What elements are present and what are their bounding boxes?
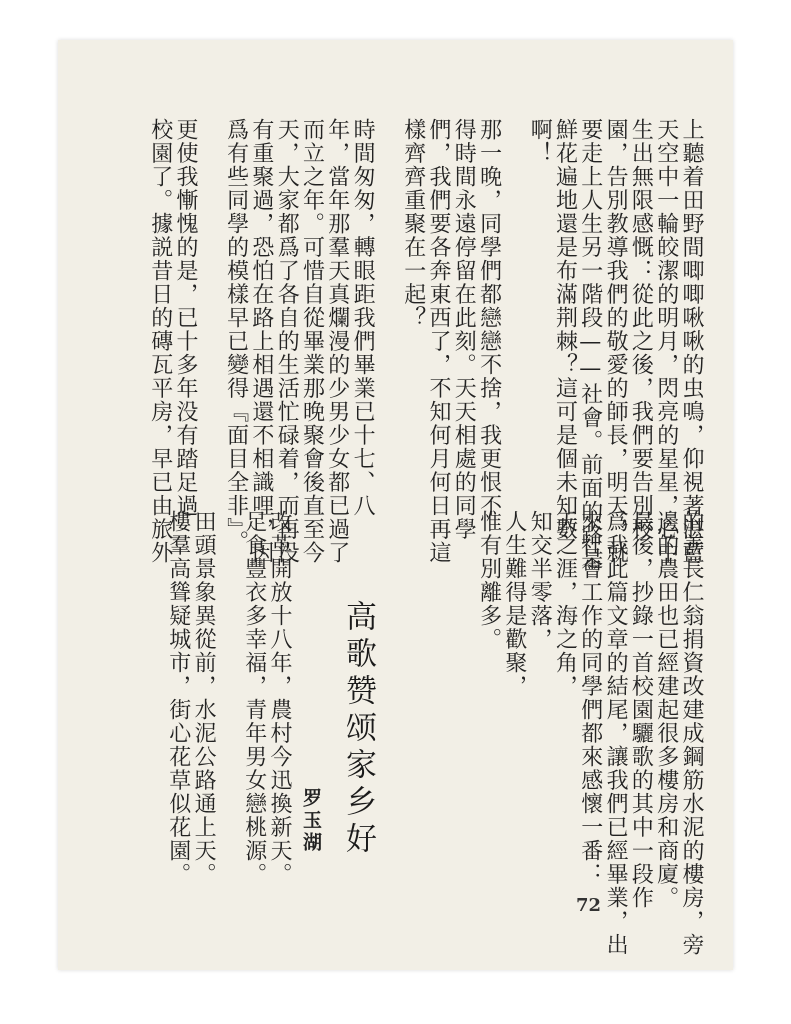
text-column: 天之涯，海之角， [552,510,578,698]
text-column: 田頭景象異從前，水泥公路通上天。 [191,510,217,886]
poem-title: 高歌赞颂家乡好 [340,600,376,859]
text-column: 最後，抄錄一首校園驪歌的其中一段作 [628,510,654,910]
text-column: 有重聚過，恐怕在路上相遇還不相識哩，因 [248,118,274,565]
text-column: 足食豐衣多幸福，青年男女戀桃源。 [241,510,267,886]
text-column: 知交半零落， [527,510,553,651]
text-column: 惟有別離多。 [476,510,502,651]
text-column: 上聽着田野間唧唧啾啾的虫鳴，仰視著湛藍 [679,118,704,565]
text-column: 們，我們要各奔東西了，不知何月何日再這 [426,118,451,565]
poem-author: 罗玉湖 [300,788,322,854]
text-column: 來社會工作的同學們都來感懷一番： [577,510,603,886]
text-column: 天空中一輪皎潔的明月，閃亮的星星，心中 [653,118,679,565]
text-column: 樣齊齊重聚在一起？ [400,118,426,330]
text-column: 園，告別教導我們的敬愛的師長，明天，就 [603,118,629,565]
book-page [58,40,733,970]
text-column: 而立之年。可惜自從畢業那晚聚會後直至今 [299,118,325,565]
text-column: 得時間永遠停留在此刻。天天相處的同學 [451,118,477,541]
text-column: 鮮花遍地還是布滿荆棘？這可是個未知數 [552,118,578,541]
text-column: 人生難得是歡聚， [501,510,527,698]
text-column: 天，大家都爲了各自的生活忙碌着，而再没 [274,118,300,565]
text-column: 更使我慚愧的是，已十多年没有踏足過 [173,118,198,518]
page-number: 72 [576,895,602,916]
text-column: 那一晚，同學們都戀戀不捨，我更恨不 [476,118,502,518]
text-column: 生出無限感慨：從此之後，我們要告別校 [628,118,654,541]
text-column: 改革開放十八年，農村今迅換新天。 [267,510,292,886]
text-column: 邊的農田也已經建起很多樓房和商廈。 [653,510,679,910]
text-column: 樓羣高聳疑城市，街心花草似花園。 [165,510,191,886]
text-column: 爲有些同學的模樣早已變得『面目全非』。 [223,118,249,554]
text-column: 年，當年那羣天真爛漫的少男少女都已過了 [324,118,350,565]
text-column: 時間匆匆，轉眼距我們畢業已十七、八 [350,118,376,518]
text-column: 要走上人生另一階段——社會。前面的路是 [577,118,603,571]
text-column: 校園了。據説昔日的磚瓦平房，早已由旅外 [147,118,173,565]
text-column: 啊！ [527,118,553,165]
text-column: 的善長仁翁捐資改建成鋼筋水泥的樓房，旁 [679,510,704,957]
text-column: 爲我此篇文章的結尾，讓我們已經畢業，出 [603,510,629,957]
